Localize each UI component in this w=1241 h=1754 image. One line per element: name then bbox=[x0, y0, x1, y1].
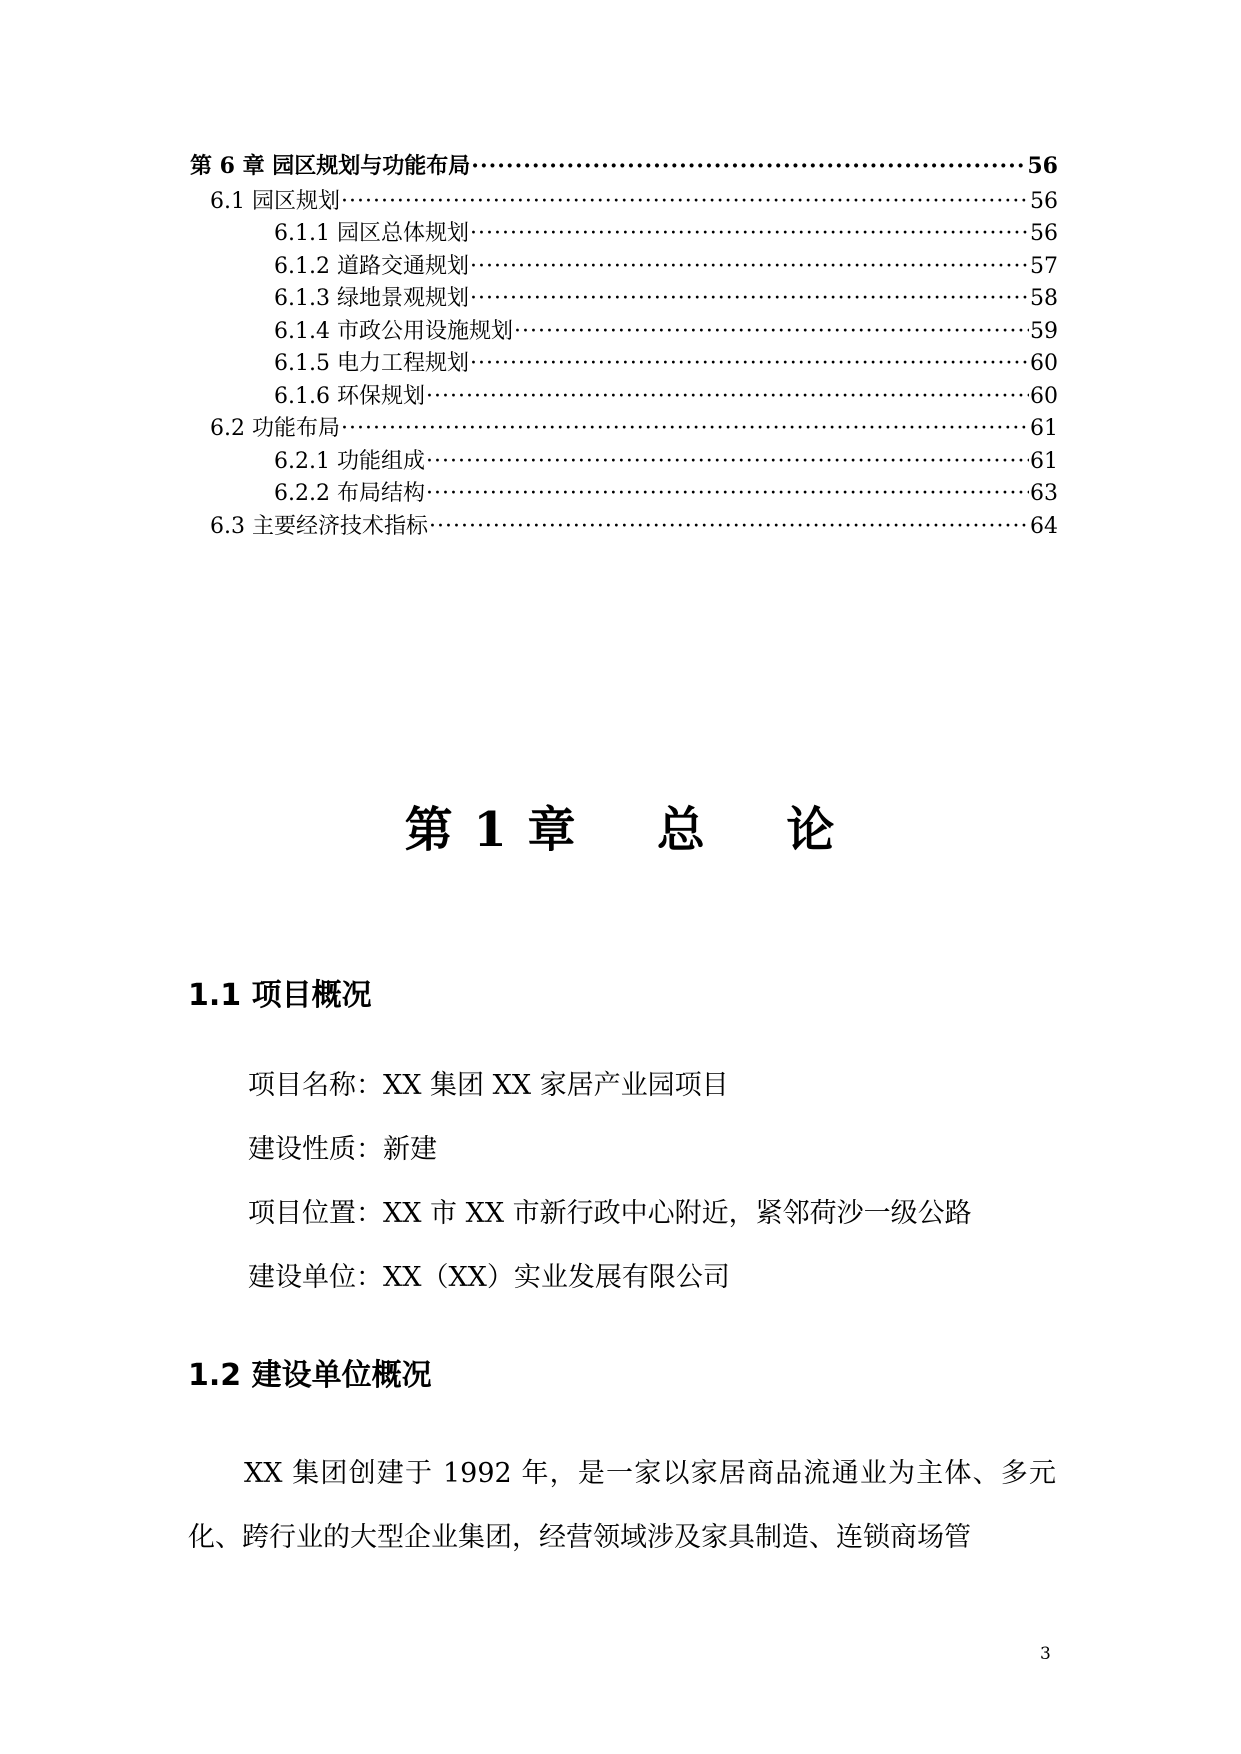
toc-entry-page: 58 bbox=[1030, 286, 1058, 311]
toc-entry[interactable] bbox=[190, 316, 1058, 349]
toc-entry-page: 56 bbox=[1027, 153, 1058, 179]
toc-entry-page: 60 bbox=[1030, 383, 1058, 409]
toc-entry[interactable] bbox=[190, 446, 1058, 479]
toc-entry[interactable] bbox=[190, 478, 1058, 511]
toc-entry-title: 第 6 章 园区规划与功能布局 bbox=[190, 153, 471, 179]
toc-entry[interactable] bbox=[190, 150, 1058, 183]
toc-entry[interactable] bbox=[190, 348, 1058, 381]
page-number: 3 bbox=[1040, 1644, 1051, 1664]
project-name-line: 项目名称：XX 集团 XX 家居产业园项目 bbox=[248, 1070, 729, 1101]
toc-leader-dots bbox=[470, 348, 1029, 381]
project-location-line: 项目位置：XX 市 XX 市新行政中心附近，紧邻荷沙一级公路 bbox=[248, 1198, 972, 1229]
section-heading: 1.1 项目概况 bbox=[188, 978, 372, 1013]
toc-entry-page: 64 bbox=[1030, 513, 1058, 539]
toc-entry-page: 61 bbox=[1030, 416, 1058, 441]
toc-entry-page: 57 bbox=[1030, 253, 1058, 279]
toc-entry-title: 6.1.1 园区总体规划 bbox=[274, 221, 469, 246]
toc-entry[interactable] bbox=[190, 186, 1058, 219]
toc-entry[interactable] bbox=[190, 413, 1058, 446]
toc-entry-page: 63 bbox=[1030, 481, 1058, 506]
toc-entry-title: 6.2 功能布局 bbox=[210, 416, 340, 441]
toc-entry[interactable] bbox=[190, 381, 1058, 414]
toc-leader-dots bbox=[470, 251, 1029, 284]
toc-entry-title: 6.3 主要经济技术指标 bbox=[210, 513, 428, 539]
toc-leader-dots bbox=[470, 283, 1029, 316]
toc-entry-page: 56 bbox=[1030, 188, 1058, 214]
toc-entry-page: 59 bbox=[1030, 318, 1058, 344]
toc-entry[interactable] bbox=[190, 218, 1058, 251]
toc-leader-dots bbox=[470, 218, 1029, 251]
toc-entry-title: 6.1.3 绿地景观规划 bbox=[274, 286, 469, 311]
chapter-label: 第 1 章 bbox=[404, 802, 578, 858]
table-of-contents bbox=[190, 150, 1058, 543]
toc-entry-title: 6.2.1 功能组成 bbox=[274, 448, 425, 474]
toc-leader-dots bbox=[429, 511, 1029, 544]
toc-entry-title: 6.1 园区规划 bbox=[210, 188, 340, 214]
toc-entry-page: 56 bbox=[1030, 221, 1058, 246]
toc-entry-title: 6.1.2 道路交通规划 bbox=[274, 253, 469, 279]
chapter-title-part-a: 总 bbox=[656, 802, 707, 858]
toc-leader-dots bbox=[471, 150, 1026, 183]
chapter-title bbox=[0, 800, 1241, 860]
toc-entry[interactable] bbox=[190, 511, 1058, 544]
toc-leader-dots bbox=[426, 381, 1029, 414]
toc-entry[interactable] bbox=[190, 251, 1058, 284]
toc-entry-title: 6.1.4 市政公用设施规划 bbox=[274, 318, 513, 344]
toc-entry-title: 6.1.6 环保规划 bbox=[274, 383, 425, 409]
construction-nature-line: 建设性质：新建 bbox=[248, 1134, 437, 1165]
toc-leader-dots bbox=[426, 478, 1029, 511]
toc-entry-title: 6.2.2 布局结构 bbox=[274, 481, 425, 506]
toc-entry[interactable] bbox=[190, 283, 1058, 316]
toc-leader-dots bbox=[426, 446, 1029, 479]
construction-unit-line: 建设单位：XX（XX）实业发展有限公司 bbox=[248, 1262, 730, 1293]
toc-leader-dots bbox=[341, 413, 1029, 446]
section-heading: 1.2 建设单位概况 bbox=[188, 1358, 432, 1393]
body-paragraph: XX 集团创建于 1992 年，是一家以家居商品流通业为主体、多元化、跨行业的大型企业集团，经营领域涉及家具制造、连锁商场管 bbox=[188, 1458, 1056, 1553]
toc-leader-dots bbox=[341, 186, 1029, 219]
toc-entry-page: 60 bbox=[1030, 351, 1058, 376]
toc-entry-page: 61 bbox=[1030, 448, 1058, 474]
toc-entry-title: 6.1.5 电力工程规划 bbox=[274, 351, 469, 376]
chapter-title-part-b: 论 bbox=[786, 802, 837, 858]
toc-leader-dots bbox=[514, 316, 1029, 349]
